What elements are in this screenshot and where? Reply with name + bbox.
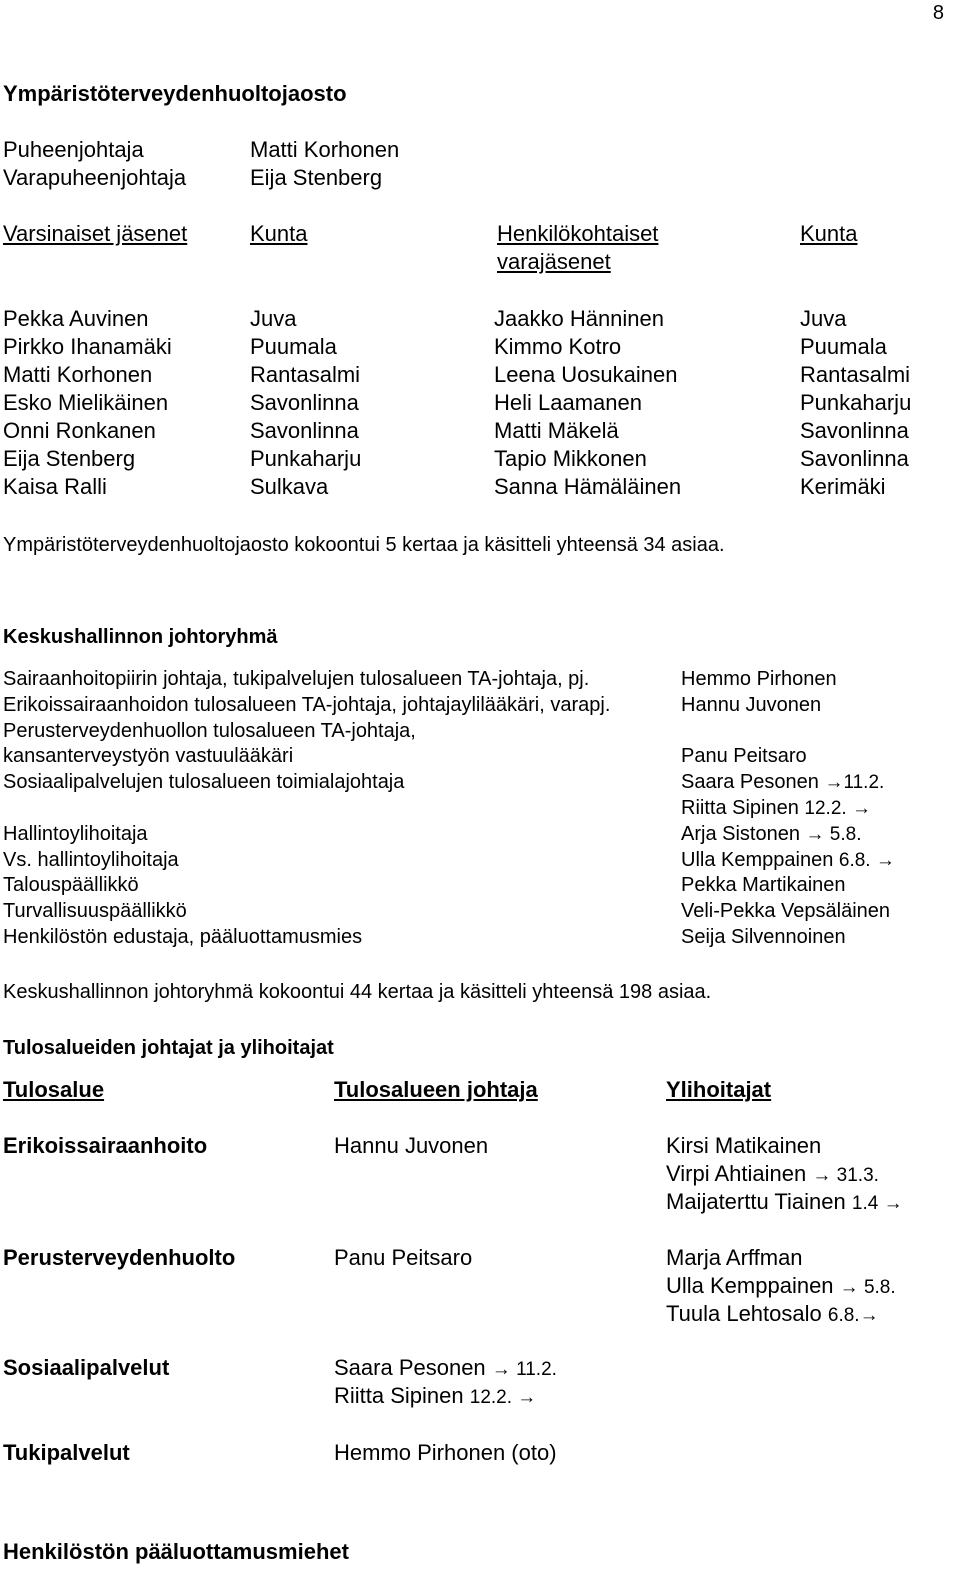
column-header-nurses: Ylihoitajat — [666, 1077, 772, 1102]
member-name — [681, 821, 862, 848]
person-name: Hemmo Pirhonen (oto) — [334, 1440, 557, 1465]
nurse-name — [666, 1132, 821, 1160]
role-label: Perusterveydenhuollon tulosalueen TA-johtaja, — [3, 719, 416, 742]
column-header-deputies-2: varajäsenet — [497, 249, 611, 274]
section-title-henk: Henkilöstön pääluottamusmiehet — [3, 1539, 349, 1564]
person-name: Ulla Kemppainen — [666, 1273, 834, 1298]
member-kunta: Savonlinna — [250, 390, 359, 415]
member-kunta: Savonlinna — [250, 418, 359, 443]
nurse-name — [666, 1160, 879, 1190]
person-name: Saara Pesonen — [334, 1355, 486, 1380]
member-kunta: Punkaharju — [250, 446, 362, 471]
member-name: Pirkko Ihanamäki — [3, 334, 172, 359]
date-note: → 5.8. — [805, 823, 862, 845]
area-name: Perusterveydenhuolto — [3, 1245, 236, 1270]
member-name — [681, 898, 890, 924]
deputy-name: Matti Mäkelä — [494, 418, 619, 443]
deputy-name: Sanna Hämäläinen — [494, 474, 682, 499]
deputy-kunta: Rantasalmi — [800, 362, 911, 387]
member-name: Onni Ronkanen — [3, 418, 156, 443]
member-name — [681, 924, 846, 950]
chair-label: Puheenjohtaja — [3, 137, 144, 162]
role-label: Turvallisuuspäällikkö — [3, 900, 187, 923]
person-name: Riitta Sipinen — [334, 1383, 464, 1408]
date-note: 1.4 → — [851, 1193, 903, 1214]
person-name: Riitta Sipinen — [681, 797, 799, 819]
nurse-name — [666, 1300, 879, 1330]
person-name: Hannu Juvonen — [681, 693, 822, 716]
area-name: Sosiaalipalvelut — [3, 1355, 170, 1380]
role-label: Henkilöstön edustaja, pääluottamusmies — [3, 926, 363, 948]
deputy-kunta: Kerimäki — [800, 474, 886, 499]
leader-name — [334, 1439, 557, 1467]
member-name: Pekka Auvinen — [3, 306, 149, 331]
person-name: Arja Sistonen — [681, 822, 800, 845]
role-label: Sairaanhoitopiirin johtaja, tukipalvelujen tulosalueen TA-johtaja, pj. — [3, 668, 590, 690]
deputy-name: Leena Uosukainen — [494, 362, 678, 387]
person-name: Hannu Juvonen — [334, 1133, 489, 1158]
member-name — [681, 666, 837, 692]
member-kunta: Rantasalmi — [250, 362, 361, 387]
member-kunta: Sulkava — [250, 474, 329, 499]
member-name — [681, 847, 895, 874]
column-header-members: Varsinaiset jäsenet — [3, 221, 188, 246]
leader-name — [334, 1132, 488, 1160]
date-note: →11.2. — [824, 772, 885, 794]
deputy-name: Kimmo Kotro — [494, 334, 622, 359]
vice-chair-label: Varapuheenjohtaja — [3, 165, 187, 190]
deputy-name: Heli Laamanen — [494, 390, 642, 415]
person-name: Ulla Kemppainen — [681, 848, 834, 871]
person-name: Saara Pesonen — [681, 771, 819, 794]
role-label: Vs. hallintoylihoitaja — [3, 848, 179, 871]
member-kunta: Juva — [250, 306, 297, 331]
member-name — [681, 692, 821, 718]
column-header-deputies: Henkilökohtaiset — [497, 221, 659, 246]
date-note: → 5.8. — [839, 1277, 896, 1298]
member-name: Eija Stenberg — [3, 446, 136, 471]
vice-chair-name: Eija Stenberg — [250, 165, 383, 190]
member-name: Kaisa Ralli — [3, 474, 107, 499]
member-kunta: Puumala — [250, 334, 337, 359]
member-name: Matti Korhonen — [3, 362, 153, 387]
member-name — [681, 872, 846, 898]
area-name: Tukipalvelut — [3, 1440, 130, 1465]
role-label: Sosiaalipalvelujen tulosalueen toimialajohtaja — [3, 771, 405, 794]
deputy-kunta: Savonlinna — [800, 418, 909, 443]
leader-name — [334, 1382, 536, 1412]
area-name: Erikoissairaanhoito — [3, 1133, 208, 1158]
person-name: Virpi Ahtiainen — [666, 1161, 807, 1186]
chair-name: Matti Korhonen — [250, 137, 400, 162]
deputy-kunta: Savonlinna — [800, 446, 909, 471]
date-note: 6.8.→ — [827, 1305, 879, 1326]
deputy-kunta: Juva — [800, 306, 847, 331]
deputy-kunta: Puumala — [800, 334, 887, 359]
member-name — [681, 743, 807, 769]
deputy-name: Tapio Mikkonen — [494, 446, 647, 471]
nurse-name — [666, 1272, 896, 1302]
deputy-name: Jaakko Hänninen — [494, 306, 665, 331]
nurse-name — [666, 1244, 803, 1272]
member-name — [681, 769, 884, 796]
date-note: 12.2. → — [469, 1387, 537, 1408]
person-name: Panu Peitsaro — [681, 745, 807, 768]
section-title-ymp: Ympäristöterveydenhuoltojaosto — [3, 81, 347, 106]
role-label: Talouspäällikkö — [3, 874, 139, 897]
member-name: Esko Mielikäinen — [3, 390, 169, 415]
person-name: Veli-Pekka Vepsäläinen — [681, 900, 891, 923]
section-title-kj: Keskushallinnon johtoryhmä — [3, 626, 278, 648]
role-label: Hallintoylihoitaja — [3, 822, 148, 845]
date-note: 12.2. → — [804, 798, 871, 819]
nurse-name — [666, 1188, 903, 1218]
date-note: → 31.3. — [812, 1165, 879, 1186]
deputy-kunta: Punkaharju — [800, 390, 912, 415]
column-header-leader: Tulosalueen johtaja — [334, 1077, 538, 1102]
leader-name — [334, 1354, 557, 1384]
leader-name — [334, 1244, 472, 1272]
date-note: → 11.2. — [491, 1359, 557, 1380]
column-header-area: Tulosalue — [3, 1077, 105, 1102]
date-note: 6.8. → — [838, 849, 895, 871]
page-number: 8 — [932, 2, 944, 24]
person-name: Panu Peitsaro — [334, 1245, 473, 1270]
person-name: Maijaterttu Tiainen — [666, 1189, 846, 1214]
ymp-summary: Ympäristöterveydenhuoltojaosto kokoontui 5 kertaa ja käsitteli yhteensä 34 asiaa. — [3, 534, 725, 556]
person-name: Seija Silvennoinen — [681, 926, 846, 948]
kj-summary: Keskushallinnon johtoryhmä kokoontui 44 kertaa ja käsitteli yhteensä 198 asiaa. — [3, 981, 712, 1003]
section-title-tulos: Tulosalueiden johtajat ja ylihoitajat — [3, 1037, 334, 1059]
person-name: Pekka Martikainen — [681, 874, 846, 897]
person-name: Marja Arffman — [666, 1245, 803, 1270]
member-name — [681, 795, 871, 822]
person-name: Kirsi Matikainen — [666, 1133, 822, 1158]
column-header-kunta: Kunta — [250, 221, 308, 246]
person-name: Hemmo Pirhonen — [681, 668, 837, 690]
column-header-kunta-2: Kunta — [800, 221, 858, 246]
person-name: Tuula Lehtosalo — [666, 1301, 822, 1326]
role-label: kansanterveystyön vastuulääkäri — [3, 745, 294, 768]
role-label: Erikoissairaanhoidon tulosalueen TA-johtaja, johtajaylilääkäri, varapj. — [3, 693, 611, 716]
